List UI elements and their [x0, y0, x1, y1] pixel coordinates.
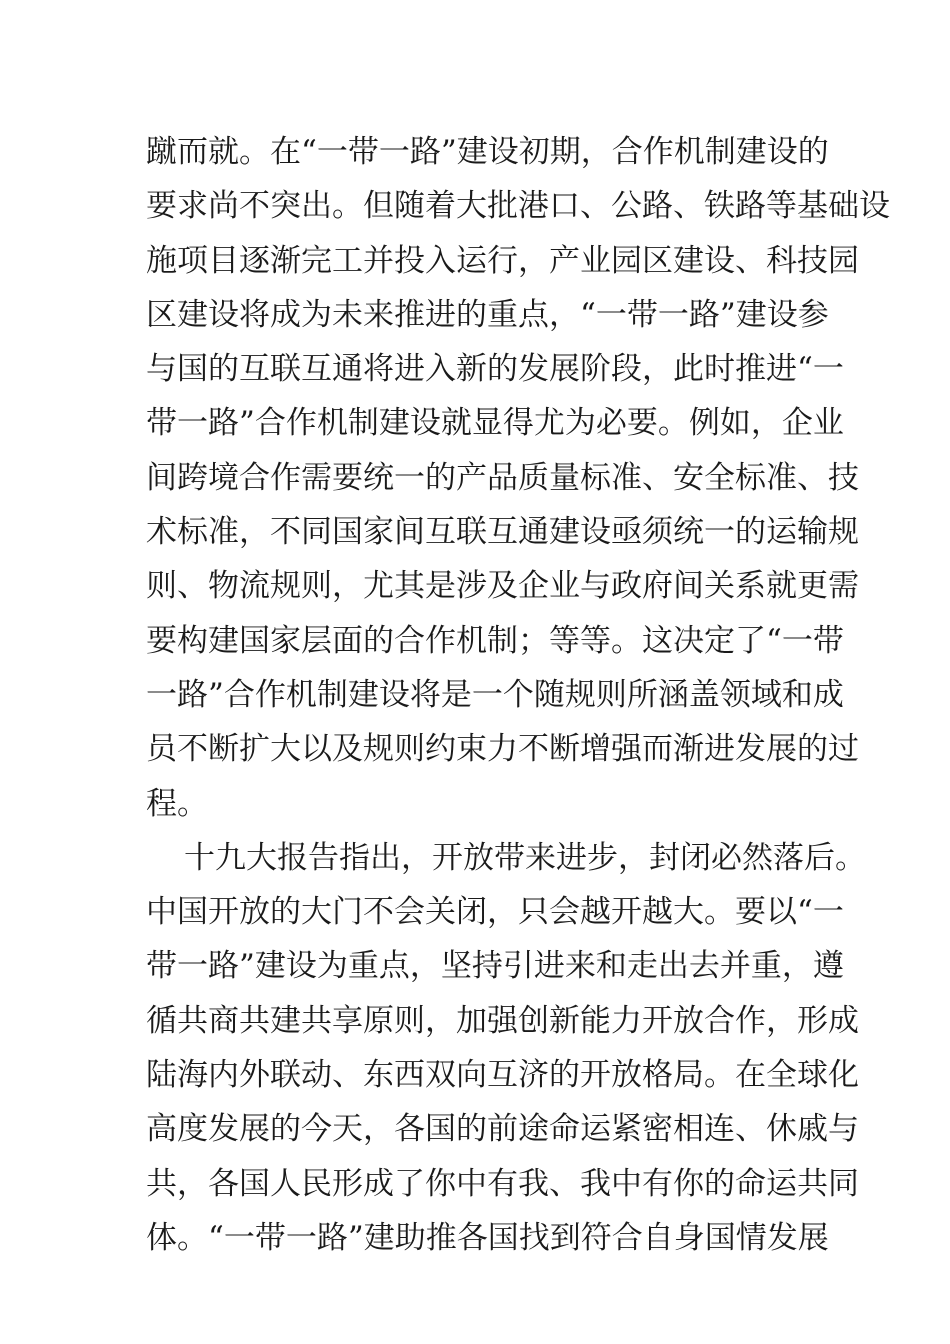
text-line: 共，各国人民形成了你中有我、我中有你的命运共同 — [146, 1165, 859, 1202]
text-line: 陆海内外联动、东西双向互济的开放格局。在全球化 — [146, 1057, 859, 1094]
paragraph — [146, 128, 890, 834]
paragraph — [146, 834, 866, 1268]
text-line: 术标准，不同国家间互联互通建设亟须统一的运输规 — [146, 514, 859, 551]
text-line: 要求尚不突出。但随着大批港口、公路、铁路等基础设 — [146, 188, 890, 225]
text-line: 区建设将成为未来推进的重点，“一带一路”建设参 — [146, 296, 829, 333]
text-line: 循共商共建共享原则，加强创新能力开放合作，形成 — [146, 1002, 859, 1039]
body-text — [146, 128, 890, 1268]
text-line: 员不断扩大以及规则约束力不断增强而渐进发展的过 — [146, 731, 859, 768]
text-line: 施项目逐渐完工并投入运行，产业园区建设、科技园 — [146, 242, 859, 279]
text-line: 带一路”合作机制建设就显得尤为必要。例如，企业 — [146, 405, 844, 442]
text-line: 程。 — [146, 785, 208, 822]
text-line: 体。“一带一路”建助推各国找到符合自身国情发展 — [146, 1219, 829, 1256]
text-line: 与国的互联互通将进入新的发展阶段，此时推进“一 — [146, 351, 844, 388]
text-line: 中国开放的大门不会关闭，只会越开越大。要以“一 — [146, 894, 844, 931]
text-line: 带一路”建设为重点，坚持引进来和走出去并重，遵 — [146, 948, 844, 985]
text-line: 间跨境合作需要统一的产品质量标准、安全标准、技 — [146, 459, 859, 496]
text-line: 蹴而就。在“一带一路”建设初期，合作机制建设的 — [146, 134, 829, 170]
text-line: 十九大报告指出，开放带来进步，封闭必然落后。 — [184, 839, 866, 876]
text-line: 则、物流规则，尤其是涉及企业与政府间关系就更需 — [146, 568, 859, 605]
text-line: 一路”合作机制建设将是一个随规则所涵盖领域和成 — [146, 676, 844, 713]
text-line: 高度发展的今天，各国的前途命运紧密相连、休戚与 — [146, 1111, 859, 1148]
text-line: 要构建国家层面的合作机制；等等。这决定了“一带 — [146, 622, 844, 659]
